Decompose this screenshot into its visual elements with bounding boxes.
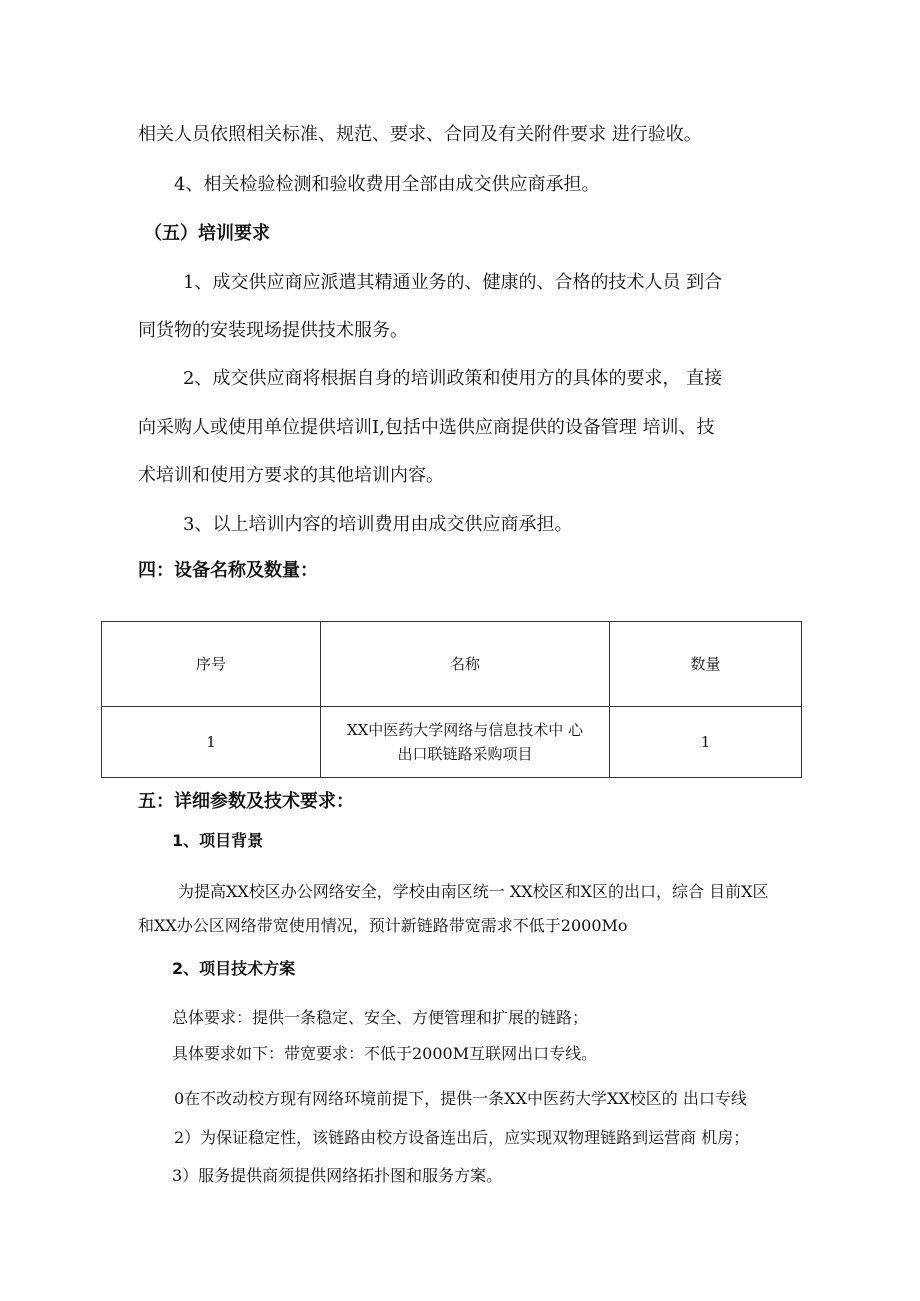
header-cell-name: 名称 [321,622,610,707]
plan-requirement-2: 2）为保证稳定性，该链路由校方设备连出后，应实现双物理链路到运营商 机房； [174,1128,750,1147]
paragraph-acceptance-continued: 相关人员依照相关标准、规范、要求、合同及有关附件要求 进行验收。 [138,124,702,145]
training-item-2-line-3: 术培训和使用方要求的其他培训内容。 [138,465,444,486]
paragraph-acceptance-item-4: 4、相关检验检测和验收费用全部由成交供应商承担。 [174,174,600,195]
table-header-row [102,622,802,707]
heading-details: 五：详细参数及技术要求： [138,791,354,812]
heading-training-requirements: （五）培训要求 [144,223,270,244]
training-item-2-line-1: 2、成交供应商将根据自身的培训政策和使用方的具体的要求， 直接 [183,368,723,389]
plan-requirement-3: 3）服务提供商须提供网络拓扑图和服务方案。 [172,1166,503,1185]
cell-name [321,707,610,778]
table-row [102,707,802,778]
training-item-2-line-2: 向采购人或使用单位提供培训I,包括中选供应商提供的设备管理 培训、技 [138,417,715,438]
equipment-table [101,621,802,778]
training-item-1-line-1: 1、成交供应商应派遣其精通业务的、健康的、合格的技术人员 到合 [183,272,723,293]
cell-qty: 1 [610,707,802,778]
header-cell-qty: 数量 [610,622,802,707]
cell-name-line-2: 出口联链路采购项目 [397,745,533,763]
subheading-project-background: 1、项目背景 [172,831,264,850]
plan-requirement-0: 0在不改动校方现有网络环境前提下，提供一条XX中医药大学XX校区的 出口专线 [174,1089,747,1108]
background-line-1: 为提高XX校区办公网络安全，学校由南区统一 XX校区和X区的出口，综合 目前X区 [178,882,769,901]
cell-no: 1 [102,707,321,778]
subheading-technical-plan: 2、项目技术方案 [172,959,296,978]
heading-equipment: 四：设备名称及数量： [138,560,318,581]
cell-name-line-1: XX中医药大学网络与信息技术中 心 [346,721,584,739]
plan-overall-requirement: 总体要求：提供一条稳定、安全、方便管理和扩展的链路； [172,1008,589,1027]
header-cell-no: 序号 [102,622,321,707]
training-item-1-line-2: 同货物的安装现场提供技术服务。 [138,320,408,341]
background-line-2: 和XX办公区网络带宽使用情况，预计新链路带宽需求不低于2000Mo [138,916,628,935]
plan-specific-requirement: 具体要求如下：带宽要求：不低于2000M互联网出口专线。 [172,1044,598,1063]
training-item-3: 3、以上培训内容的培训费用由成交供应商承担。 [183,514,573,535]
